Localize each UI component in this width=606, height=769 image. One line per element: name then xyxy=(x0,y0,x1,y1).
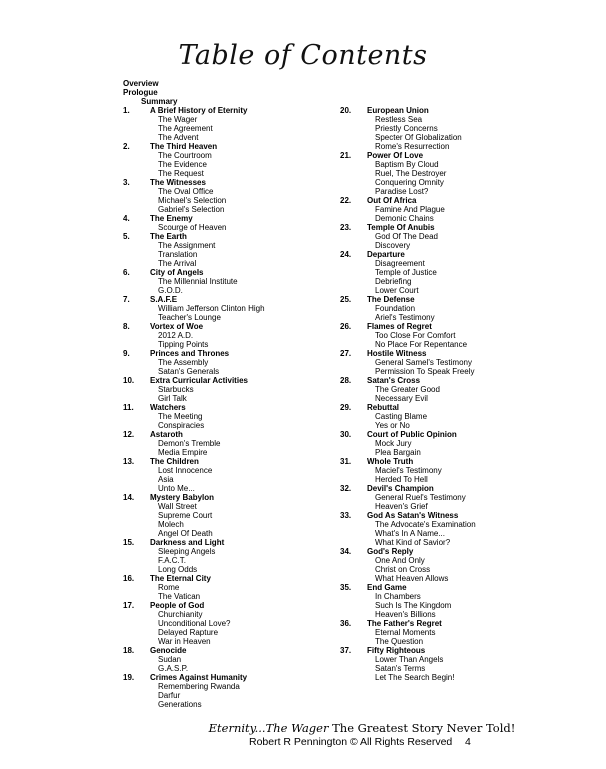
toc-entry xyxy=(123,349,265,376)
section-title: Teacher's Lounge xyxy=(158,313,221,322)
section-title: The Request xyxy=(158,169,204,178)
chapter-heading xyxy=(340,322,476,331)
section-title: Debriefing xyxy=(375,277,412,286)
chapter-heading xyxy=(123,493,265,502)
chapter-heading xyxy=(123,142,265,151)
toc-entry xyxy=(123,232,265,268)
chapter-heading xyxy=(123,376,265,385)
footer-tagline: The Greatest Story Never Told! xyxy=(332,721,516,735)
chapter-title: The Earth xyxy=(150,232,187,241)
section-title: Mock Jury xyxy=(375,439,412,448)
toc-entry xyxy=(123,322,265,349)
chapter-title: Temple Of Anubis xyxy=(367,223,435,232)
toc-entry xyxy=(123,295,265,322)
chapter-heading xyxy=(340,349,476,358)
section-title: Gabriel's Selection xyxy=(158,205,225,214)
section-title: Such Is The Kingdom xyxy=(375,601,452,610)
chapter-title: Out Of Africa xyxy=(367,196,417,205)
chapter-heading xyxy=(340,646,476,655)
section-title: Wall Street xyxy=(158,502,197,511)
toc-entry xyxy=(340,223,476,250)
section-title: Molech xyxy=(158,520,184,529)
chapter-heading xyxy=(340,430,476,439)
chapter-heading xyxy=(340,151,476,160)
chapter-title: Flames of Regret xyxy=(367,322,432,331)
chapter-title: Crimes Against Humanity xyxy=(150,673,248,682)
toc-entry xyxy=(123,376,265,403)
section-title: Permission To Speak Freely xyxy=(375,367,475,376)
chapter-heading xyxy=(123,106,265,115)
chapter-number: 22. xyxy=(340,196,352,205)
chapter-title: Devil's Champion xyxy=(367,484,434,493)
chapter-number: 23. xyxy=(340,223,352,232)
chapter-number: 6. xyxy=(123,268,130,277)
section-title: Necessary Evil xyxy=(375,394,428,403)
chapter-title: God As Satan's Witness xyxy=(367,511,459,520)
section-title: Disagreement xyxy=(375,259,425,268)
chapter-number: 26. xyxy=(340,322,352,331)
section-title: Satan's Generals xyxy=(158,367,220,376)
section-title: One And Only xyxy=(375,556,425,565)
section-title: Demonic Chains xyxy=(375,214,434,223)
section-title: The Vatican xyxy=(158,592,201,601)
section-title: What's In A Name... xyxy=(375,529,445,538)
chapter-heading xyxy=(123,646,265,655)
toc-entry xyxy=(340,619,476,646)
chapter-number: 24. xyxy=(340,250,352,259)
section-title: Sleeping Angels xyxy=(158,547,216,556)
chapter-heading xyxy=(123,214,265,223)
chapter-heading xyxy=(123,268,265,277)
chapter-title: Whole Truth xyxy=(367,457,414,466)
chapter-title: Power Of Love xyxy=(367,151,424,160)
section-title: The Question xyxy=(375,637,424,646)
chapter-number: 28. xyxy=(340,376,352,385)
section-title: Heaven's Grief xyxy=(375,502,428,511)
page-title: Table of Contents xyxy=(178,40,428,71)
toc-entry xyxy=(340,295,476,322)
section-title: Generations xyxy=(158,700,202,709)
chapter-number: 17. xyxy=(123,601,135,610)
chapter-heading xyxy=(123,349,265,358)
section-title: Let The Search Begin! xyxy=(375,673,455,682)
chapter-heading xyxy=(340,295,476,304)
section-title: Christ on Cross xyxy=(375,565,431,574)
chapter-number: 36. xyxy=(340,619,352,628)
chapter-heading xyxy=(123,322,265,331)
toc-entry xyxy=(340,376,476,403)
toc-entry xyxy=(123,403,265,430)
chapter-heading xyxy=(123,538,265,547)
section-title: Lost Innocence xyxy=(158,466,213,475)
footer-book-title: Eternity...The Wager xyxy=(208,721,329,735)
section-title: Asia xyxy=(158,475,174,484)
chapter-number: 8. xyxy=(123,322,130,331)
toc-entry xyxy=(123,142,265,178)
chapter-heading xyxy=(340,250,476,259)
chapter-heading xyxy=(123,295,265,304)
chapter-number: 32. xyxy=(340,484,352,493)
section-title: Discovery xyxy=(375,241,411,250)
section-title: Rome xyxy=(158,583,180,592)
toc-entry xyxy=(123,106,265,142)
section-title: Demon's Tremble xyxy=(158,439,221,448)
section-title: No Place For Repentance xyxy=(375,340,468,349)
chapter-title: God's Reply xyxy=(367,547,414,556)
chapter-number: 3. xyxy=(123,178,130,187)
section-title: Casting Blame xyxy=(375,412,428,421)
section-title: The Greater Good xyxy=(375,385,440,394)
section-title: Delayed Rapture xyxy=(158,628,219,637)
chapter-heading xyxy=(340,403,476,412)
section-title: William Jefferson Clinton High xyxy=(158,304,265,313)
chapter-heading xyxy=(340,376,476,385)
chapter-number: 5. xyxy=(123,232,130,241)
section-title: Remembering Rwanda xyxy=(158,682,240,691)
chapter-heading xyxy=(123,430,265,439)
page-number: 4 xyxy=(465,736,471,748)
chapter-number: 4. xyxy=(123,214,130,223)
toc-entry xyxy=(123,646,265,673)
section-title: Starbucks xyxy=(158,385,194,394)
toc-column-left xyxy=(123,106,265,709)
toc-entry xyxy=(123,574,265,601)
chapter-number: 35. xyxy=(340,583,352,592)
section-title: Foundation xyxy=(375,304,416,313)
toc-entry xyxy=(123,493,265,538)
section-title: Scourge of Heaven xyxy=(158,223,227,232)
chapter-title: The Enemy xyxy=(150,214,193,223)
chapter-number: 29. xyxy=(340,403,352,412)
chapter-number: 9. xyxy=(123,349,130,358)
chapter-title: People of God xyxy=(150,601,205,610)
chapter-number: 31. xyxy=(340,457,352,466)
chapter-number: 21. xyxy=(340,151,352,160)
section-title: Supreme Court xyxy=(158,511,213,520)
chapter-title: Extra Curricular Activities xyxy=(150,376,248,385)
chapter-title: Hostile Witness xyxy=(367,349,427,358)
section-title: Girl Talk xyxy=(158,394,187,403)
chapter-heading xyxy=(340,457,476,466)
toc-entry xyxy=(340,583,476,619)
toc-entry xyxy=(340,151,476,196)
section-title: The Assignment xyxy=(158,241,216,250)
section-title: Churchianity xyxy=(158,610,203,619)
section-title: The Advocate's Examination xyxy=(375,520,476,529)
chapter-number: 25. xyxy=(340,295,352,304)
chapter-heading xyxy=(340,106,476,115)
chapter-number: 30. xyxy=(340,430,352,439)
section-title: Too Close For Comfort xyxy=(375,331,456,340)
section-title: Tipping Points xyxy=(158,340,209,349)
section-title: Sudan xyxy=(158,655,182,664)
chapter-title: The Father's Regret xyxy=(367,619,442,628)
toc-entry xyxy=(340,196,476,223)
chapter-heading xyxy=(340,484,476,493)
section-title: F.A.C.T. xyxy=(158,556,187,565)
section-title: Conspiracies xyxy=(158,421,205,430)
section-title: Media Empire xyxy=(158,448,208,457)
toc-entry xyxy=(340,250,476,295)
section-title: The Wager xyxy=(158,115,198,124)
section-title: The Assembly xyxy=(158,358,209,367)
front-matter xyxy=(123,79,177,106)
section-title: Famine And Plague xyxy=(375,205,445,214)
section-title: Eternal Moments xyxy=(375,628,436,637)
toc-entry xyxy=(340,547,476,583)
section-title: Temple of Justice xyxy=(375,268,437,277)
section-title: Plea Bargain xyxy=(375,448,421,457)
chapter-title: Satan's Cross xyxy=(367,376,421,385)
section-title: In Chambers xyxy=(375,592,421,601)
chapter-number: 16. xyxy=(123,574,135,583)
chapter-title: Fifty Righteous xyxy=(367,646,426,655)
section-title: Lower Than Angels xyxy=(375,655,444,664)
chapter-title: Rebuttal xyxy=(367,403,399,412)
chapter-title: European Union xyxy=(367,106,429,115)
chapter-number: 1. xyxy=(123,106,130,115)
toc-entry xyxy=(123,538,265,574)
section-title: Herded To Hell xyxy=(375,475,428,484)
section-title: Satan's Terms xyxy=(375,664,426,673)
chapter-number: 14. xyxy=(123,493,135,502)
section-title: Priestly Concerns xyxy=(375,124,438,133)
toc-entry xyxy=(340,322,476,349)
front-matter-overview: Overview xyxy=(123,79,159,88)
chapter-title: S.A.F.E xyxy=(150,295,178,304)
section-title: Conquering Omnity xyxy=(375,178,444,187)
toc-entry xyxy=(340,484,476,511)
section-title: The Arrival xyxy=(158,259,197,268)
chapter-number: 15. xyxy=(123,538,135,547)
section-title: Yes or No xyxy=(375,421,410,430)
section-title: Ruel, The Destroyer xyxy=(375,169,447,178)
section-title: The Evidence xyxy=(158,160,207,169)
chapter-heading xyxy=(123,178,265,187)
section-title: The Millennial Institute xyxy=(158,277,238,286)
section-title: Lower Court xyxy=(375,286,419,295)
toc-entry xyxy=(123,430,265,457)
toc-entry xyxy=(340,511,476,547)
chapter-title: The Children xyxy=(150,457,199,466)
section-title: General Ruel's Testimony xyxy=(375,493,466,502)
section-title: G.A.S.P. xyxy=(158,664,189,673)
section-title: The Advent xyxy=(158,133,199,142)
section-title: General Samel's Testimony xyxy=(375,358,472,367)
section-title: Restless Sea xyxy=(375,115,423,124)
chapter-heading xyxy=(340,619,476,628)
chapter-heading xyxy=(340,583,476,592)
section-title: The Agreement xyxy=(158,124,213,133)
toc-entry xyxy=(123,601,265,646)
chapter-title: Vortex of Woe xyxy=(150,322,204,331)
chapter-title: The Witnesses xyxy=(150,178,206,187)
section-title: What Kind of Savior? xyxy=(375,538,451,547)
section-title: The Meeting xyxy=(158,412,203,421)
chapter-number: 34. xyxy=(340,547,352,556)
toc-entry xyxy=(123,457,265,493)
footer-copyright: Robert R Pennington © All Rights Reserved xyxy=(249,736,453,748)
section-title: Heaven's Billions xyxy=(375,610,436,619)
section-title: Translation xyxy=(158,250,198,259)
chapter-title: The Defense xyxy=(367,295,415,304)
chapter-number: 12. xyxy=(123,430,135,439)
chapter-number: 11. xyxy=(123,403,134,412)
section-title: Ariel's Testimony xyxy=(375,313,435,322)
chapter-title: Court of Public Opinion xyxy=(367,430,457,439)
front-matter-prologue: Prologue xyxy=(123,88,158,97)
section-title: Michael's Selection xyxy=(158,196,227,205)
section-title: Unto Me... xyxy=(158,484,195,493)
chapter-heading xyxy=(340,196,476,205)
toc-entry xyxy=(340,457,476,484)
chapter-title: Darkness and Light xyxy=(150,538,225,547)
section-title: 2012 A.D. xyxy=(158,331,194,340)
chapter-title: Watchers xyxy=(150,403,186,412)
toc-entry xyxy=(123,673,265,709)
section-title: What Heaven Allows xyxy=(375,574,449,583)
chapter-number: 2. xyxy=(123,142,130,151)
chapter-title: End Game xyxy=(367,583,407,592)
toc-entry xyxy=(123,178,265,214)
chapter-heading xyxy=(123,403,265,412)
section-title: G.O.D. xyxy=(158,286,183,295)
section-title: God Of The Dead xyxy=(375,232,438,241)
chapter-heading xyxy=(123,673,265,682)
section-title: Rome's Resurrection xyxy=(375,142,450,151)
section-title: Maciel's Testimony xyxy=(375,466,442,475)
section-title: Paradise Lost? xyxy=(375,187,429,196)
chapter-number: 37. xyxy=(340,646,352,655)
chapter-title: The Eternal City xyxy=(150,574,211,583)
chapter-heading xyxy=(123,232,265,241)
chapter-number: 19. xyxy=(123,673,135,682)
toc-entry xyxy=(340,646,476,682)
chapter-heading xyxy=(123,574,265,583)
toc-entry xyxy=(340,430,476,457)
front-matter-summary: Summary xyxy=(141,97,178,106)
chapter-number: 13. xyxy=(123,457,135,466)
section-title: Specter Of Globalization xyxy=(375,133,462,142)
toc-entry xyxy=(340,106,476,151)
section-title: The Oval Office xyxy=(158,187,214,196)
chapter-heading xyxy=(340,511,476,520)
section-title: Long Odds xyxy=(158,565,198,574)
chapter-number: 33. xyxy=(340,511,352,520)
section-title: Unconditional Love? xyxy=(158,619,231,628)
section-title: The Courtroom xyxy=(158,151,212,160)
section-title: War in Heaven xyxy=(158,637,211,646)
section-title: Angel Of Death xyxy=(158,529,213,538)
chapter-number: 18. xyxy=(123,646,135,655)
chapter-title: Genocide xyxy=(150,646,187,655)
toc-column-right xyxy=(340,106,476,682)
footer-title-line xyxy=(0,721,606,735)
chapter-title: Astaroth xyxy=(150,430,183,439)
chapter-heading xyxy=(340,547,476,556)
chapter-title: Mystery Babylon xyxy=(150,493,215,502)
chapter-title: A Brief History of Eternity xyxy=(150,106,248,115)
chapter-heading xyxy=(123,601,265,610)
chapter-title: City of Angels xyxy=(150,268,204,277)
chapter-number: 10. xyxy=(123,376,135,385)
toc-entry xyxy=(340,403,476,430)
chapter-heading xyxy=(340,223,476,232)
toc-entry xyxy=(340,349,476,376)
toc-entry xyxy=(123,268,265,295)
section-title: Darfur xyxy=(158,691,181,700)
chapter-title: The Third Heaven xyxy=(150,142,218,151)
chapter-heading xyxy=(123,457,265,466)
chapter-number: 20. xyxy=(340,106,352,115)
section-title: Baptism By Cloud xyxy=(375,160,439,169)
chapter-number: 7. xyxy=(123,295,130,304)
toc-entry xyxy=(123,214,265,232)
chapter-number: 27. xyxy=(340,349,352,358)
chapter-title: Princes and Thrones xyxy=(150,349,230,358)
chapter-title: Departure xyxy=(367,250,405,259)
